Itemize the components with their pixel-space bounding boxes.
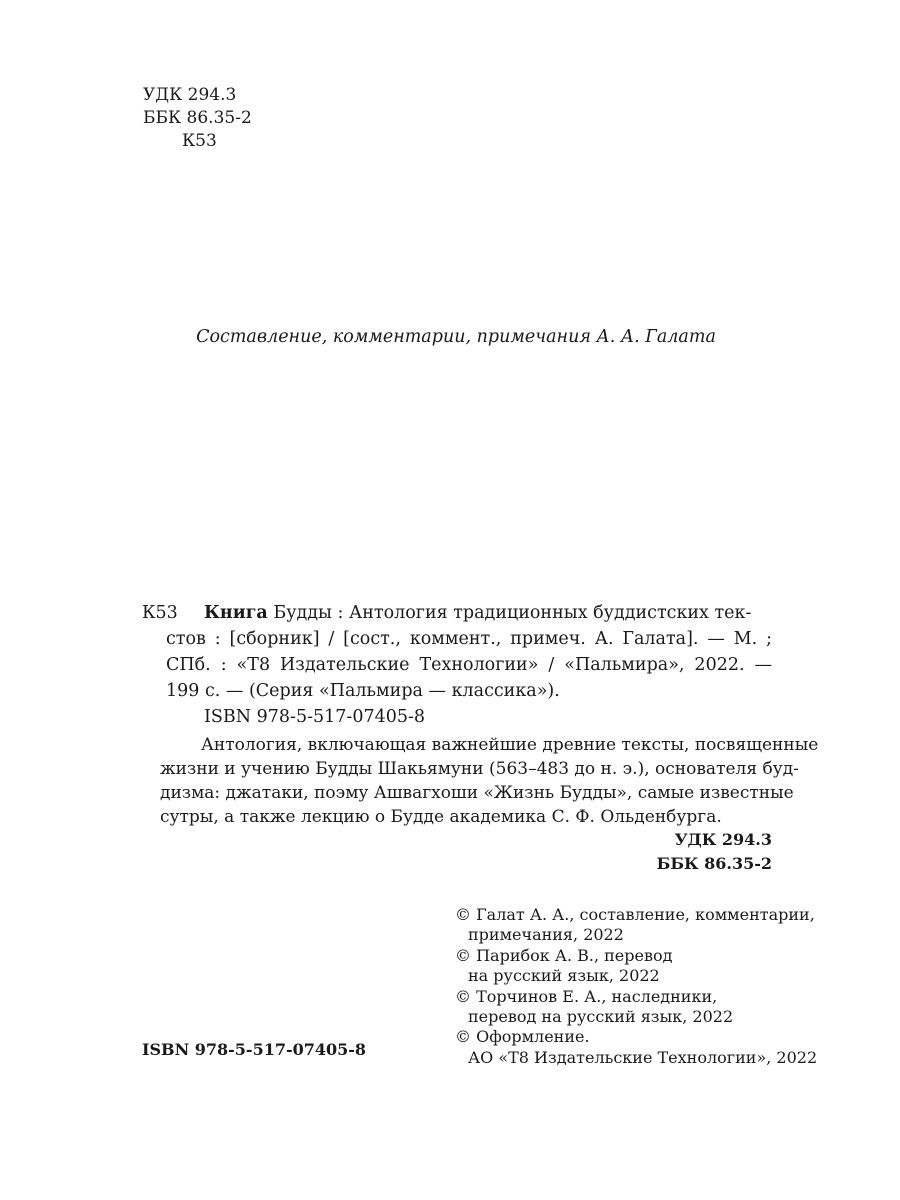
- udk-top: УДК 294.3: [143, 85, 237, 105]
- annotation-line: Антология, включающая важнейшие древние тексты, посвященные: [201, 735, 819, 755]
- isbn-bottom: ISBN 978-5-517-07405-8: [142, 1040, 367, 1059]
- annotation-line: дизма: джатаки, поэму Ашвагхоши «Жизнь Будды», самые известные: [160, 783, 794, 803]
- bbk-right: ББК 86.35-2: [656, 854, 772, 873]
- copyright-line: АО «Т8 Издательские Технологии», 2022: [468, 1047, 818, 1067]
- record-isbn: ISBN 978-5-517-07405-8: [204, 707, 426, 727]
- copyright-line: примечания, 2022: [468, 925, 624, 945]
- bbk-top: ББК 86.35-2: [143, 108, 252, 128]
- copyright-line: © Парибок А. В., перевод: [455, 945, 673, 965]
- author-mark: К53: [142, 603, 178, 623]
- compiler-credit: Составление, комментарии, примечания А. А. Галата: [196, 327, 716, 347]
- copyright-line: перевод на русский язык, 2022: [468, 1007, 734, 1027]
- annotation: [160, 733, 819, 829]
- copyright-line: © Оформление.: [455, 1027, 590, 1047]
- copyright-line: © Галат А. А., составление, комментарии,: [455, 905, 815, 924]
- record-line-2: стов : [сборник] / [сост., коммент., примеч. А. Галата]. — М. ;: [166, 629, 772, 649]
- record-line-1-rest: Будды : Антология традиционных буддистских тек-: [267, 603, 752, 623]
- record-title-bold: Книга: [204, 603, 268, 623]
- record-line-4: 199 с. — (Серия «Пальмира — классика»).: [166, 681, 560, 701]
- author-mark-top: К53: [182, 131, 217, 151]
- annotation-line: сутры, а также лекцию о Будде академика С. Ф. Ольденбурга.: [160, 807, 722, 827]
- record-line-1: [204, 600, 772, 626]
- annotation-line: жизни и учению Будды Шакьямуни (563–483 до н. э.), основателя буд-: [160, 759, 799, 779]
- udk-right: УДК 294.3: [674, 830, 772, 849]
- copyright-line: на русский язык, 2022: [468, 966, 660, 986]
- copyright-line: © Торчинов Е. А., наследники,: [455, 986, 718, 1006]
- record-line-3: СПб. : «Т8 Издательские Технологии» / «Пальмира», 2022. —: [166, 655, 772, 675]
- copyright-block: [455, 905, 817, 1068]
- classification-right: [657, 828, 772, 876]
